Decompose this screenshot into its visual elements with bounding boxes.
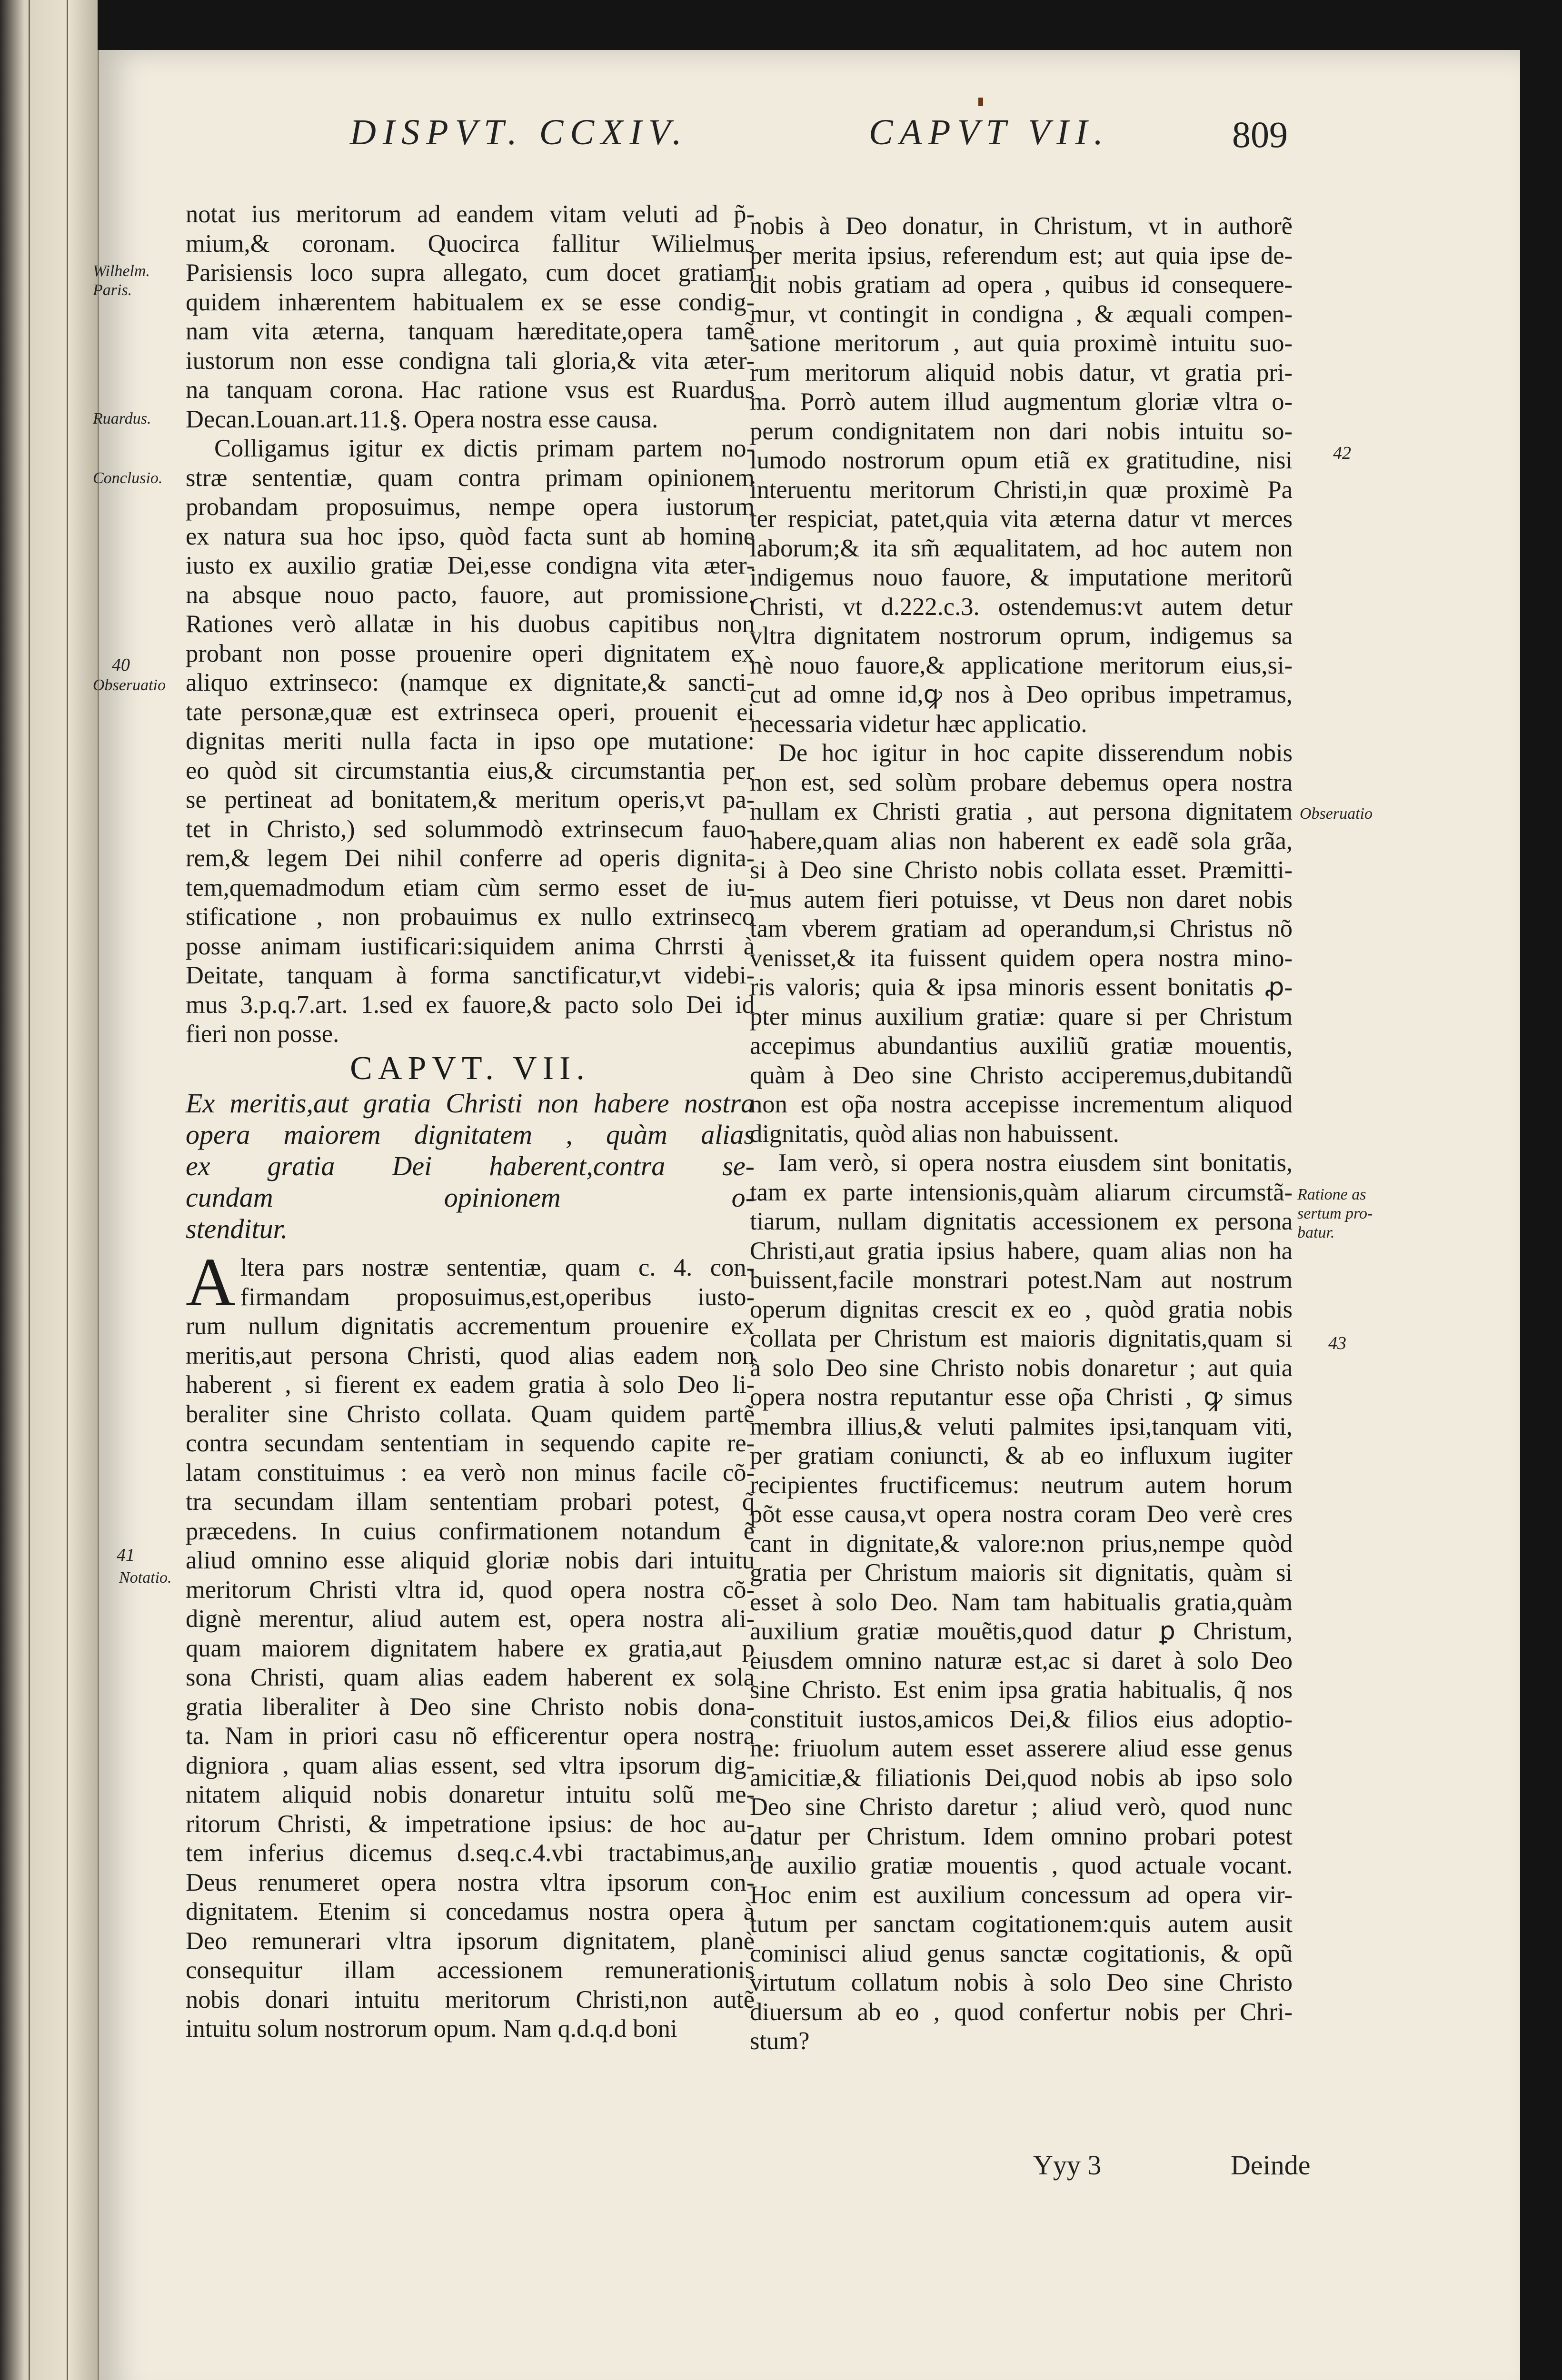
text-line: põt esse causa,vt opera nostra coram Deo verè cres [750, 1500, 1293, 1528]
text-line: Christi, vt d.222.c.3. ostendemus:vt autem detur [750, 593, 1293, 621]
text-line: eo quòd sit circumstantia eius,& circumstantia per [186, 756, 755, 784]
margin-number: 41 [117, 1545, 135, 1565]
text-line: tutum per sanctam cogitationem:quis autem ausit [750, 1910, 1293, 1938]
text-line: ne: friuolum autem esset asserere aliud esse genus [750, 1735, 1293, 1762]
margin-note: Conclusio. [93, 469, 163, 487]
paragraph [186, 1244, 755, 2044]
text-line: haberent , si fierent ex eadem gratia à solo Deo li- [186, 1371, 755, 1398]
text-line: nobis donari intuitu meritorum Christi,non autẽ [186, 1985, 755, 2013]
text-line: tra secundam illam sententiam probari potest, q̃ [186, 1488, 755, 1516]
margin-note: Ruardus. [93, 410, 151, 427]
text-line: satione meritorum , aut quia proximè intuitu suo- [750, 329, 1293, 357]
text-line: diuersum ab eo , quod confertur nobis per Chri- [750, 1998, 1293, 2026]
text-line: habere,quam alias non haberent ex eadẽ sola grãa, [750, 827, 1293, 855]
right-column [750, 212, 1293, 2056]
text-line: laborum;& ita sm̃ æqualitatem, ad hoc autem non [750, 534, 1293, 562]
text-line: lumodo nostrorum opum etiã ex gratitudine, nisi [750, 446, 1293, 474]
text-line: posse animam iustificari:siquidem anima Chrrsti à [186, 932, 755, 960]
text-line: venisset,& ita fuissent quidem opera nostra mino- [750, 944, 1293, 972]
text-line: rum nullum dignitatis accrementum prouenire ex [186, 1312, 755, 1340]
text-line: tate personæ,quæ est extrinseca operi, prouenit ei [186, 698, 755, 726]
text-line: nobis à Deo donatur, in Christum, vt in authorẽ [750, 212, 1293, 240]
text-line: constituit iustos,amicos Dei,& filios eius adoptio- [750, 1705, 1293, 1733]
signature-mark: Yyy 3 [1033, 2150, 1102, 2181]
text-line: na absque nouo pacto, fauore, aut promissione. [186, 581, 755, 609]
chapter-heading: CAPVT. VII. [350, 1050, 590, 1087]
running-head-left: DISPVT. CCXIV. [350, 112, 688, 152]
text-line: si à Deo sine Christo nobis collata esset. Præmitti- [750, 856, 1293, 884]
text-line: Iam verò, si opera nostra eiusdem sint bonitatis, [778, 1149, 1293, 1177]
text-line: mus 3.p.q.7.art. 1.sed ex fauore,& pacto solo Dei id [186, 991, 755, 1019]
text-line: Rationes verò allatæ in his duobus capitibus non [186, 610, 755, 638]
text-line: quàm à Deo sine Christo acciperemus,dubitandũ [750, 1061, 1293, 1089]
text-line: rem,& legem Dei nihil conferre ad operis dignita- [186, 844, 755, 872]
text-line: Decan.Louan.art.11.§. Opera nostra esse causa. [186, 405, 658, 433]
text-line: Ex meritis,aut gratia Christi non habere nostra [186, 1088, 755, 1119]
text-line: tam vberem gratiam ad operandum,si Christus nõ [750, 915, 1293, 942]
text-line: dit nobis gratiam ad opera , quibus id consequere- [750, 271, 1293, 298]
text-line: opera nostra reputantur esse op̃a Christi , ꝙ simus [750, 1383, 1293, 1411]
text-line: præcedens. In cuius confirmationem notandum ẽ [186, 1517, 755, 1545]
paragraph [186, 200, 755, 434]
text-line: contra secundam sententiam in sequendo capite re- [186, 1429, 755, 1457]
text-line: De hoc igitur in hoc capite disserendum nobis [778, 739, 1293, 767]
margin-number: 43 [1328, 1333, 1346, 1353]
text-line: Colligamus igitur ex dictis primam partem no- [214, 435, 755, 462]
text-line: stræ sententiæ, quam contra primam opinionem [186, 464, 755, 492]
text-line: Deitate, tanquam à forma sanctificatur,vt videbi- [186, 962, 755, 989]
paragraph [750, 1149, 1293, 2056]
text-line: nè nouo fauore,& applicatione meritorum eius,si- [750, 651, 1293, 679]
text-line: eiusdem omnino naturæ est,ac si daret à solo Deo [750, 1646, 1293, 1675]
running-head-right: CAPVT VII. [869, 112, 1110, 152]
text-line: datur per Christum. Idem omnino probari potest [750, 1822, 1293, 1850]
previous-page-edge [0, 0, 98, 2380]
text-line: ex gratia Dei haberent,contra se- [186, 1150, 755, 1181]
text-line: quam maiorem dignitatem habere ex gratia,aut p [186, 1634, 755, 1662]
text-line: dignitas meriti nulla facta in ipso ope mutatione: [186, 727, 755, 755]
text-line: tam ex parte intensionis,quàm aliarum circumstã- [750, 1178, 1293, 1206]
text-line: stenditur. [186, 1213, 288, 1244]
text-line: mur, vt contingit in condigna , & æquali compen- [750, 300, 1293, 328]
text-line: sona Christi, quam alias eadem haberent ex sola [186, 1664, 755, 1691]
text-line: iusto ex auxilio gratiæ Dei,esse condigna vita æter- [186, 552, 755, 579]
page-number: 809 [1232, 114, 1288, 155]
text-line: na tanquam corona. Hac ratione vsus est Ruardus [186, 376, 755, 404]
margin-note: Obseruatio [93, 676, 166, 694]
margin-number: 40 [112, 655, 130, 675]
text-line: aliquo extrinseco: (namque ex dignitate,& sancti- [186, 669, 755, 696]
text-line: ma. Porrò autem illud augmentum gloriæ vltra o- [750, 388, 1293, 416]
text-line: virtutum collatum nobis à solo Deo sine Christo [750, 1969, 1293, 1996]
text-line: recipientes fructificemus: neutrum autem horum [750, 1471, 1293, 1499]
text-line: intuitu solum nostrorum opum. Nam q.d.q.d boni [186, 2015, 677, 2043]
text-line: mus autem fieri potuisse, vt Deus non daret nobis [750, 885, 1293, 913]
text-line: gratia liberaliter à Deo sine Christo nobis dona- [186, 1693, 755, 1721]
paragraph [750, 739, 1293, 1149]
text-line: buissent,facile monstrari potest.Nam aut nostrum [750, 1266, 1293, 1294]
text-line: à solo Deo sine Christo nobis donaretur ; aut quia [750, 1354, 1293, 1382]
text-line: per merita ipsius, referendum est; aut quia ipse de- [750, 241, 1293, 269]
text-line: meritorum Christi vltra id, quod opera nostra cõ- [186, 1576, 755, 1604]
text-line: nullam ex Christi gratia , aut persona dignitatem [750, 798, 1293, 825]
paragraph [186, 434, 755, 1049]
text-line: probant non posse prouenire operi dignitatem ex [186, 639, 755, 667]
text-line: pter minus auxilium gratiæ: quare si per Christum [750, 1002, 1293, 1031]
text-line: vltra dignitatem nostrorum oprum, indigemus sa [750, 622, 1293, 650]
text-line: cominisci aliud genus sanctæ cogitationis, & opũ [750, 1939, 1293, 1967]
text-line: probandam proposuimus, nempe opera iustorum [186, 493, 755, 521]
text-line: nitatem aliquid nobis donaretur intuitu solũ me- [186, 1781, 755, 1808]
text-line: Hoc enim est auxilium concessum ad opera vir- [750, 1881, 1293, 1909]
text-line: se pertineat ad bonitatem,& meritum operis,vt pa- [186, 786, 755, 813]
text-line: membra illius,& veluti palmites ipsi,tanquam viti, [750, 1412, 1293, 1440]
margin-note: Obseruatio [1300, 805, 1373, 823]
text-line: necessaria videtur hæc applicatio. [750, 710, 1087, 738]
text-line: latam constituimus : ea verò non minus facile cõ- [186, 1458, 755, 1487]
page-edge-line [67, 0, 68, 2380]
text-line: lterа pars nostræ sententiæ, quam c. 4. con- [240, 1254, 755, 1281]
margin-note: Wilhelm. Paris. [93, 262, 150, 299]
text-line: de auxilio gratiæ mouentis , quod actuale vocant. [750, 1852, 1293, 1879]
text-line: per gratiam coniuncti, & ab eo influxum iugiter [750, 1442, 1293, 1469]
text-line: digniora , quam alias essent, sed vltra ipsorum dig- [186, 1751, 755, 1779]
text-line: opera maiorem dignitatem , quàm alias [186, 1119, 755, 1150]
text-line: rum meritorum aliquid nobis datur, vt gratia pri- [750, 358, 1293, 387]
text-line: ris valoris; quia & ipsa minoris essent bonitatis ꝓ- [750, 973, 1293, 1001]
text-line: Parisiensis loco supra allegato, cum docet gratiam [186, 259, 755, 287]
text-line: accepimus abundantius auxiliũ gratiæ mouentis, [750, 1032, 1293, 1060]
margin-note: Notatio. [119, 1569, 172, 1587]
text-line: cut ad omne id,ꝙ nos à Deo opribus impetramus, [750, 681, 1293, 708]
text-line: aliud omnino esse aliquid gloriæ nobis dari intuitu [186, 1547, 755, 1574]
text-line: cundam opinionem o- [186, 1182, 755, 1213]
text-line: tiarum, nullam dignitatis accessionem ex persona [750, 1208, 1293, 1235]
text-line: mium,& coronam. Quocirca fallitur Wilielmus [186, 229, 755, 258]
text-line: sine Christo. Est enim ipsa gratia habitualis, q̃ nos [750, 1676, 1293, 1704]
text-line: notat ius meritorum ad eandem vitam veluti ad p̃- [186, 200, 755, 228]
text-line: indigemus nouo fauore, & imputatione meritorũ [750, 564, 1293, 591]
text-line: firmandam proposuimus,est,operibus iusto- [240, 1283, 755, 1311]
text-line: ritorum Christi, & impetratione ipsius: de hoc au- [186, 1810, 755, 1838]
text-line: non est, sed solùm probare debemus opera nostra [750, 768, 1293, 796]
text-line: consequitur illam accessionem remunerationis [186, 1956, 755, 1984]
text-line: dignitatem. Etenim si concedamus nostra opera à [186, 1898, 755, 1925]
text-line: Deo sine Christo daretur ; aliud verò, quod nunc [750, 1793, 1293, 1821]
text-line: ta. Nam in priori casu nõ efficerentur opera nostra [186, 1722, 755, 1750]
text-line: stum? [750, 2027, 810, 2055]
text-line: operum dignitas crescit ex eo , quòd gratia nobis [750, 1295, 1293, 1323]
text-line: quidem inhærentem habitualem ex se esse condig- [186, 288, 755, 316]
text-line: perum condignitatem non dari nobis intuitu so- [750, 417, 1293, 445]
text-line: Christi,aut gratia ipsius habere, quam alias non ha [750, 1237, 1293, 1265]
margin-number: 42 [1333, 443, 1351, 463]
catchword: Deinde [1231, 2150, 1311, 2181]
text-line: amicitiæ,& filiationis Dei,quod nobis ab ipso solo [750, 1764, 1293, 1792]
text-line: iustorum non esse condigna tali gloria,& vita æter- [186, 347, 755, 375]
text-line: auxilium gratiæ mouẽtis,quod datur ꝑ Christum, [750, 1617, 1293, 1645]
text-line: Deo remunerari vltra ipsorum dignitatem, planè [186, 1927, 755, 1955]
left-column [186, 200, 755, 2044]
text-line: dignitatis, quòd alias non habuissent. [750, 1120, 1119, 1148]
chapter-title [186, 1088, 755, 1245]
text-line: stificatione , non probauimus ex nullo extrinseco [186, 903, 755, 931]
text-line: gratia per Christum maioris sit dignitatis, quàm si [750, 1559, 1293, 1587]
text-line: collata per Christum est maioris dignitatis,quam si [750, 1325, 1293, 1352]
text-line: beraliter sine Christo collata. Quam quidem partẽ [186, 1400, 755, 1428]
text-line: esset à solo Deo. Nam tam habitualis gratia,quàm [750, 1588, 1293, 1616]
text-line: ex natura sua hoc ipso, quòd facta sunt ab homine [186, 522, 755, 550]
text-line: meritis,aut persona Christi, quod alias eadem non [186, 1341, 755, 1369]
text-line: cant in dignitate,& valore:non prius,nempe quòd [750, 1529, 1293, 1557]
text-line: interuentu meritorum Christi,in quæ proximè Pa [750, 476, 1293, 504]
ink-mark [978, 98, 983, 106]
text-line: dignè merentur, aliud autem est, opera nostra ali- [186, 1605, 755, 1633]
text-line: ter respiciat, patet,quia vita æterna datur vt merces [750, 505, 1293, 533]
text-line: tem,quemadmodum etiam cùm sermo esset de iu- [186, 873, 755, 902]
text-line: non est op̃a nostra accepisse incrementum aliquod [750, 1091, 1293, 1118]
drop-cap: A [186, 1244, 236, 1320]
margin-note: Ratione as sertum pro- batur. [1297, 1186, 1373, 1241]
text-line: fieri non posse. [186, 1020, 339, 1048]
text-line: tet in Christo,) sed solummodò extrinsecum fauo- [186, 815, 755, 843]
text-line: tem inferius dicemus d.seq.c.4.vbi tractabimus,an [186, 1839, 755, 1867]
page-edge-line [29, 0, 30, 2380]
text-line: Deus renumeret opera nostra vltra ipsorum con- [186, 1868, 755, 1896]
text-line: nam vita æterna, tanquam hæreditate,opera tamẽ [186, 317, 755, 345]
paragraph [750, 212, 1293, 739]
